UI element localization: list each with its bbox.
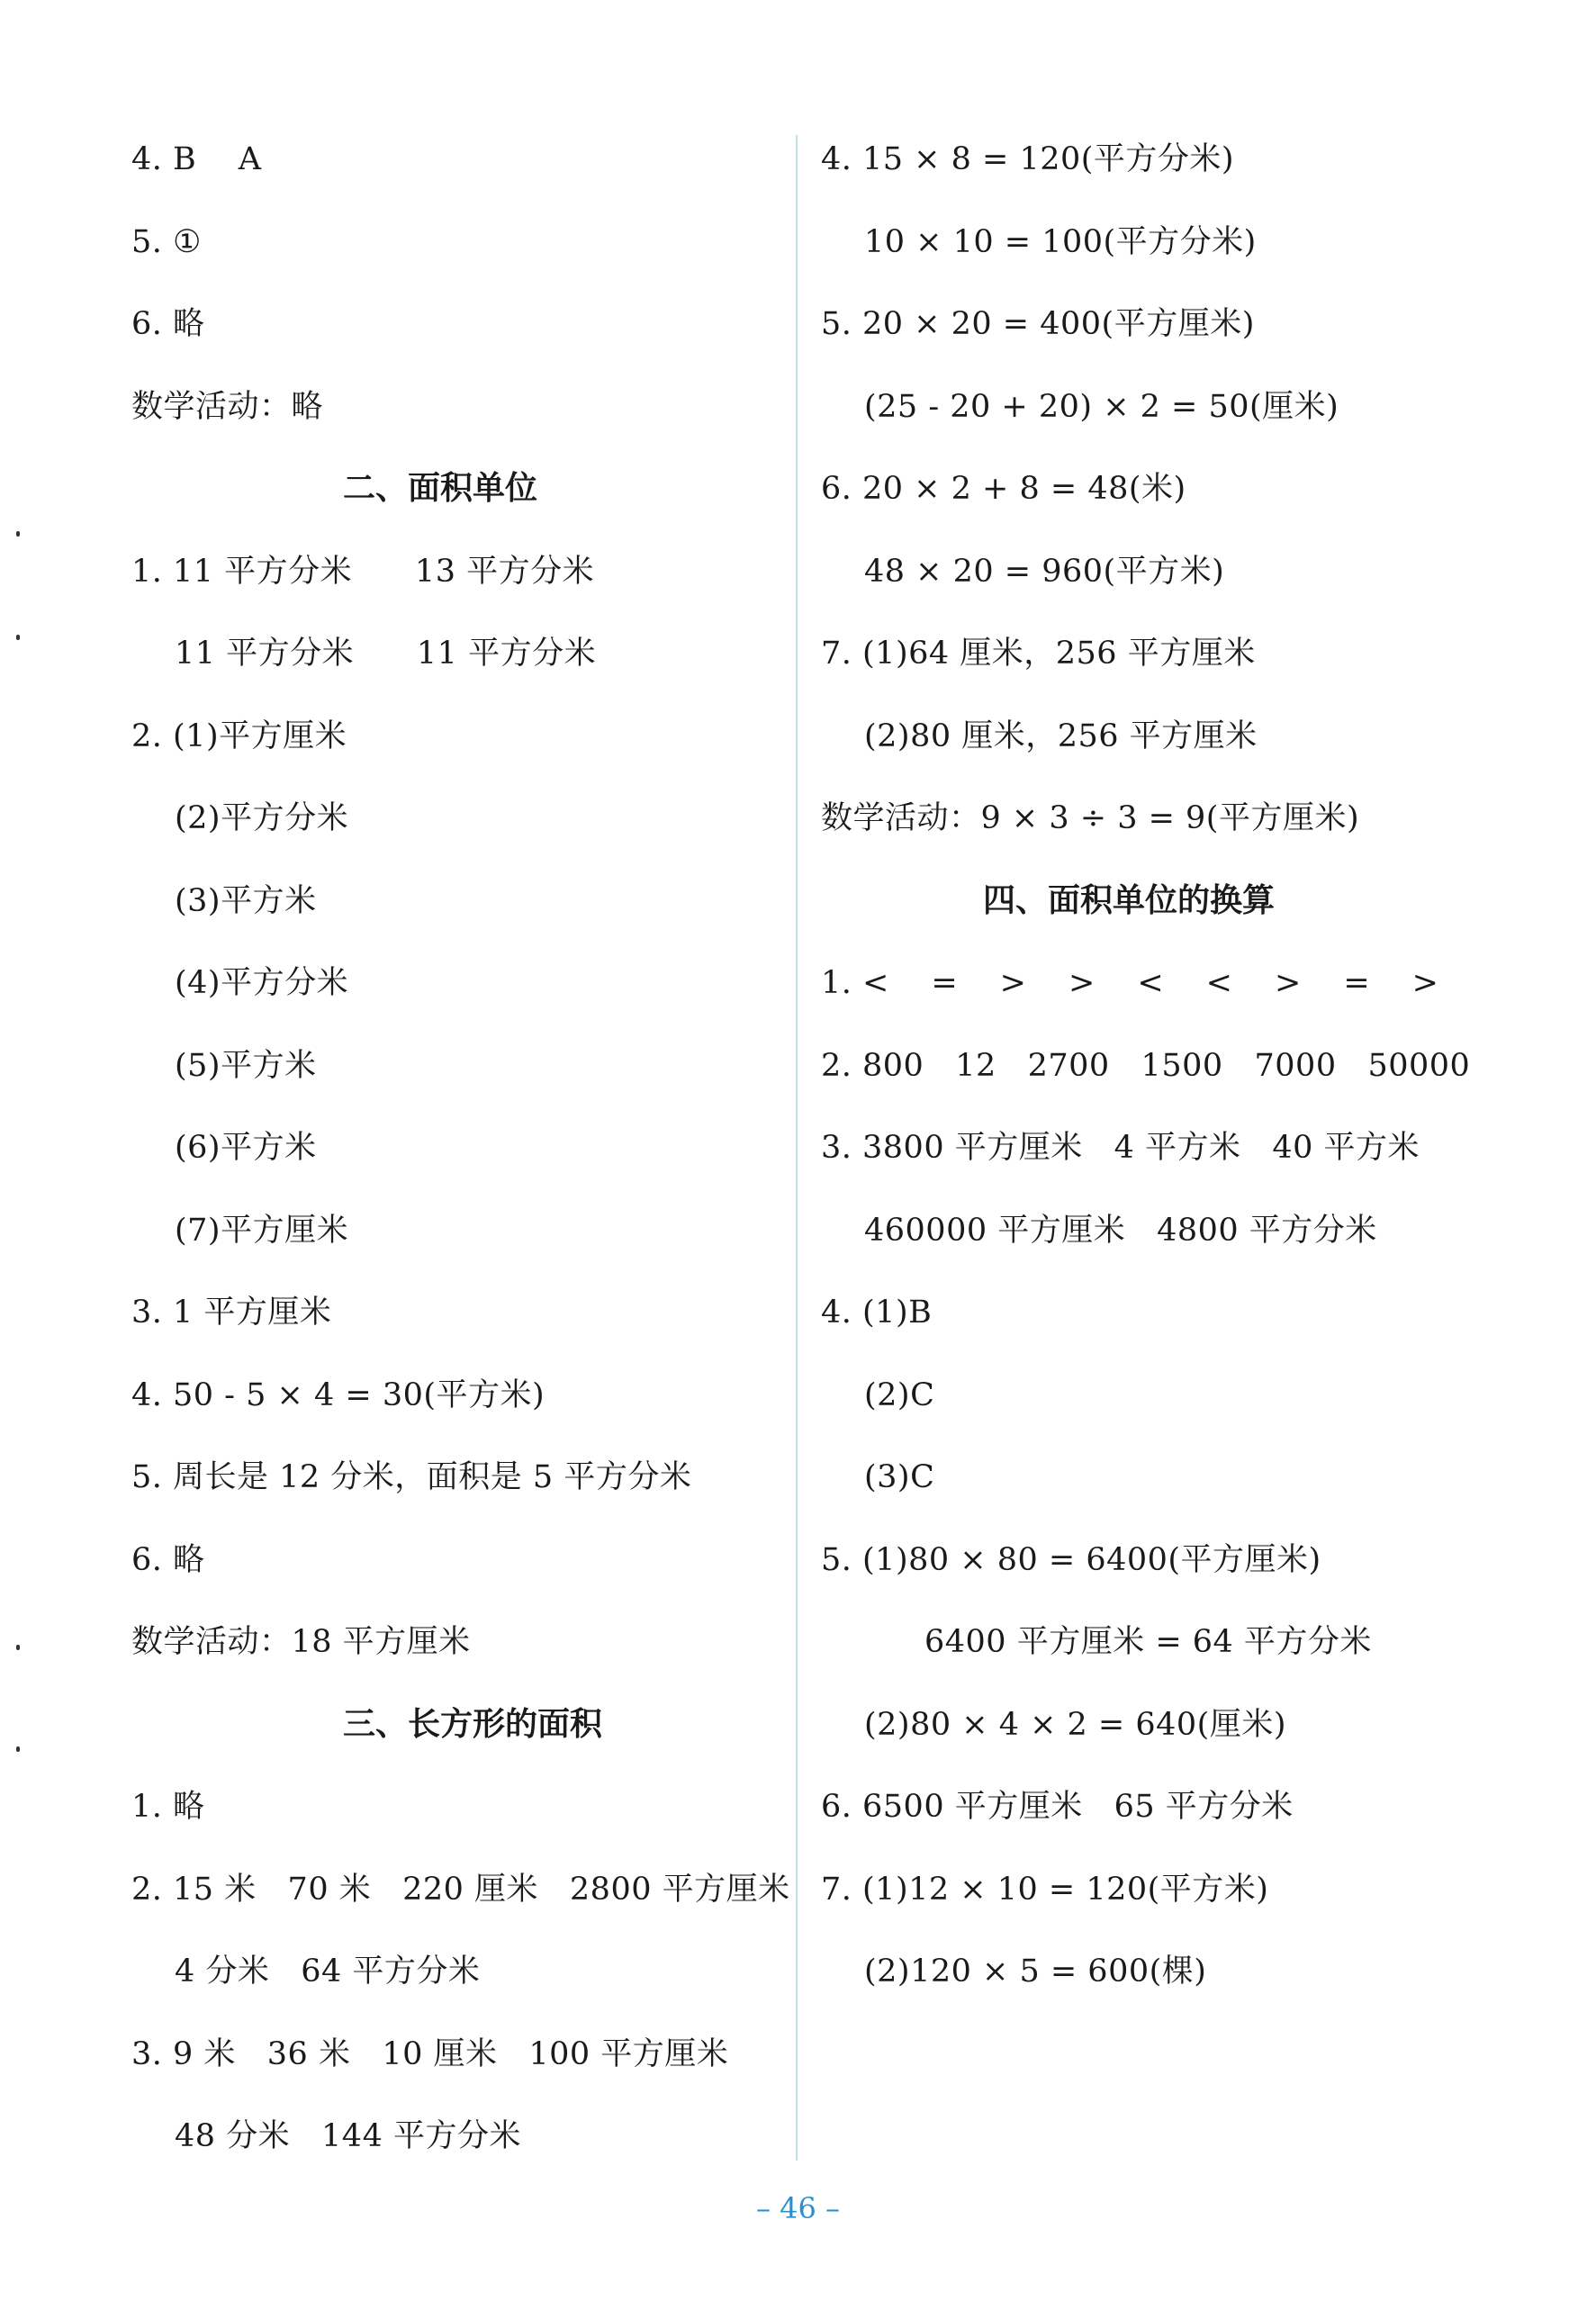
answer-line: (2)C [864,1376,935,1413]
column-divider [796,135,798,2161]
answer-line: 6. 略 [131,306,205,342]
answer-line: 数学活动：18 平方厘米 [131,1624,471,1660]
page-number: – 46 – [755,2191,841,2225]
section-heading: 二、面积单位 [343,470,538,507]
answer-line: (3)C [864,1459,935,1495]
answer-line: 5. 20 × 20 = 400(平方厘米) [821,306,1255,342]
answer-line: 4. B A [131,141,262,177]
answer-line: 460000 平方厘米 4800 平方分米 [864,1212,1377,1249]
answer-line: (4)平方分米 [175,965,349,1001]
section-heading: 三、长方形的面积 [343,1705,603,1743]
scan-speck [16,1645,20,1650]
answer-line: (5)平方米 [175,1047,317,1084]
answer-line: 6. 略 [131,1541,205,1578]
section-heading: 四、面积单位的换算 [983,881,1276,919]
answer-line: 10 × 10 = 100(平方分米) [864,223,1257,260]
answer-line: (2)80 × 4 × 2 = 640(厘米) [864,1706,1286,1743]
answer-line: 数学活动：9 × 3 ÷ 3 = 9(平方厘米) [821,800,1360,836]
answer-line: 数学活动：略 [131,388,324,425]
answer-line: 2. 15 米 70 米 220 厘米 2800 平方厘米 [131,1871,790,1908]
left-answer-column [131,0,816,2301]
answer-line: 1. < = > > < < > = > [821,965,1439,1001]
answer-line: 7. (1)12 × 10 = 120(平方米) [821,1871,1269,1908]
answer-line: (2)80 厘米，256 平方厘米 [864,717,1258,754]
answer-line: 3. 1 平方厘米 [131,1295,332,1331]
answer-line: 2. 800 12 2700 1500 7000 50000 [821,1047,1471,1084]
answer-line: 5. (1)80 × 80 = 6400(平方厘米) [821,1541,1321,1578]
answer-line: 5. ① [131,223,202,260]
scan-speck [16,531,20,537]
answer-line: (7)平方厘米 [175,1212,349,1249]
answer-line: 6. 6500 平方厘米 65 平方分米 [821,1789,1294,1825]
answer-line: 6400 平方厘米 = 64 平方分米 [924,1624,1372,1660]
answer-line: 48 分米 144 平方分米 [175,2118,521,2154]
answer-line: 48 × 20 = 960(平方米) [864,553,1225,590]
answer-line: (25 - 20 + 20) × 2 = 50(厘米) [864,388,1339,425]
answer-line: 2. (1)平方厘米 [131,717,347,754]
answer-line: (3)平方米 [175,882,317,919]
answer-line: (6)平方米 [175,1130,317,1166]
scan-speck [16,1746,20,1752]
answer-line: 4. 15 × 8 = 120(平方分米) [821,141,1235,177]
answer-line: 4 分米 64 平方分米 [175,1954,481,1990]
answer-line: 3. 3800 平方厘米 4 平方米 40 平方米 [821,1130,1420,1166]
answer-line: 11 平方分米 11 平方分米 [175,636,597,672]
answer-line: (2)平方分米 [175,800,349,836]
answer-line: 4. 50 - 5 × 4 = 30(平方米) [131,1376,546,1413]
right-answer-column [821,0,1505,2301]
answer-line: 7. (1)64 厘米，256 平方厘米 [821,636,1256,672]
answer-line: 6. 20 × 2 + 8 = 48(米) [821,471,1186,507]
answer-line: 5. 周长是 12 分米，面积是 5 平方分米 [131,1459,692,1495]
answer-line: 1. 11 平方分米 13 平方分米 [131,553,595,590]
answer-line: (2)120 × 5 = 600(棵) [864,1954,1207,1990]
scan-speck [16,635,20,640]
answer-line: 4. (1)B [821,1295,933,1331]
answer-line: 1. 略 [131,1789,205,1825]
answer-line: 3. 9 米 36 米 10 厘米 100 平方厘米 [131,2035,729,2072]
